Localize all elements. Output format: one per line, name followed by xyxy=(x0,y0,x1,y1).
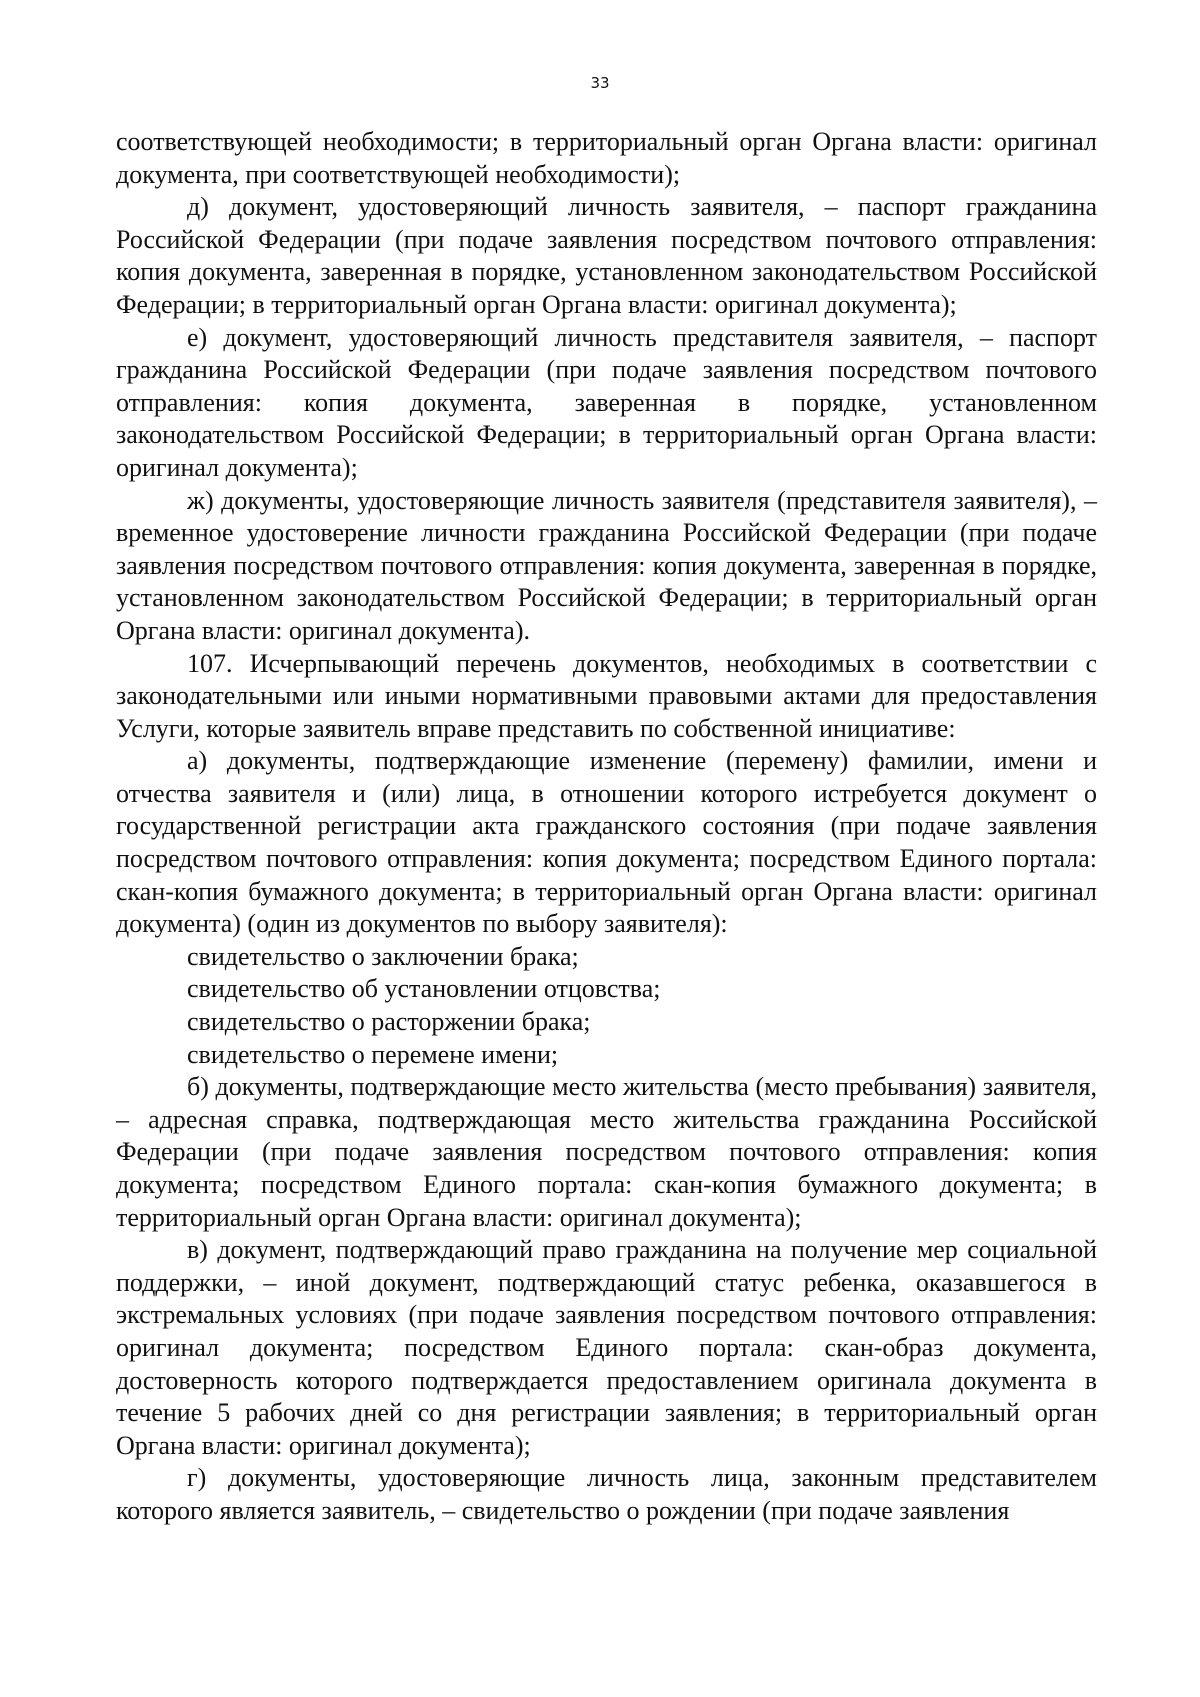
paragraph-107: 107. Исчерпывающий перечень документов, необходимых в соответствии с законодательными или иными нормативными правовыми актами для предоставления Услуги, которые заявитель вправе представить по собственной инициативе: xyxy=(116,648,1097,743)
page-number: 33 xyxy=(590,74,610,92)
list-item-name-change: свидетельство о перемене имени; xyxy=(187,1039,559,1069)
paragraph-item-d: д) документ, удостоверяющий личность заявителя, – паспорт гражданина Российской Федерации (при подаче заявления посредством почтового отправления: копия документа, заверенная в порядке, установленном законодательством Российской Федерации; в территориальный орган Органа власти: оригинал документа); xyxy=(116,192,1097,319)
list-item-paternity: свидетельство об установлении отцовства; xyxy=(187,974,661,1004)
paragraph-continuation: соответствующей необходимости; в территориальный орган Органа власти: оригинал документа, при соответствующей необходимости); xyxy=(116,127,1097,189)
paragraph-item-v: в) документ, подтверждающий право гражданина на получение мер социальной поддержки, – иной документ, подтверждающий статус ребенка, оказавшегося в экстремальных условиях (при подаче заявления посредством почтового отправления: оригинал документа; посредством Единого портала: скан-образ документа, достоверность которого подтверждается предоставлением оригинала документа в течение 5 рабочих дней со дня регистрации заявления; в территориальный орган Органа власти: оригинал документа); xyxy=(116,1235,1097,1460)
list-item-marriage: свидетельство о заключении брака; xyxy=(187,941,579,971)
paragraph-item-b: б) документы, подтверждающие место жительства (место пребывания) заявителя, – адресная справка, подтверждающая место жительства гражданина Российской Федерации (при подаче заявления посредством почтового отправления: копия документа; посредством Единого портала: скан-копия бумажного документа; в территориальный орган Органа власти: оригинал документа); xyxy=(116,1072,1097,1232)
paragraph-item-e: е) документ, удостоверяющий личность представителя заявителя, – паспорт гражданина Российской Федерации (при подаче заявления посредством почтового отправления: копия документа, заверенная в порядке, установленном законодательством Российской Федерации; в территориальный орган Органа власти: оригинал документа); xyxy=(116,322,1097,482)
document-body xyxy=(116,126,1097,1528)
list-item-divorce: свидетельство о расторжении брака; xyxy=(187,1007,591,1037)
paragraph-item-a: а) документы, подтверждающие изменение (перемену) фамилии, имени и отчества заявителя и (или) лица, в отношении которого истребуется документ о государственной регистрации акта гражданского состояния (при подаче заявления посредством почтового отправления: копия документа; посредством Единого портала: скан-копия бумажного документа; в территориальный орган Органа власти: оригинал документа) (один из документов по выбору заявителя): xyxy=(116,746,1097,939)
paragraph-item-g: г) документы, удостоверяющие личность лица, законным представителем которого является заявитель, – свидетельство о рождении (при подаче заявления xyxy=(116,1463,1097,1525)
paragraph-item-zh: ж) документы, удостоверяющие личность заявителя (представителя заявителя), – временное удостоверение личности гражданина Российской Федерации (при подаче заявления посредством почтового отправления: копия документа, заверенная в порядке, установленном законодательством Российской Федерации; в территориальный орган Органа власти: оригинал документа). xyxy=(116,485,1097,645)
